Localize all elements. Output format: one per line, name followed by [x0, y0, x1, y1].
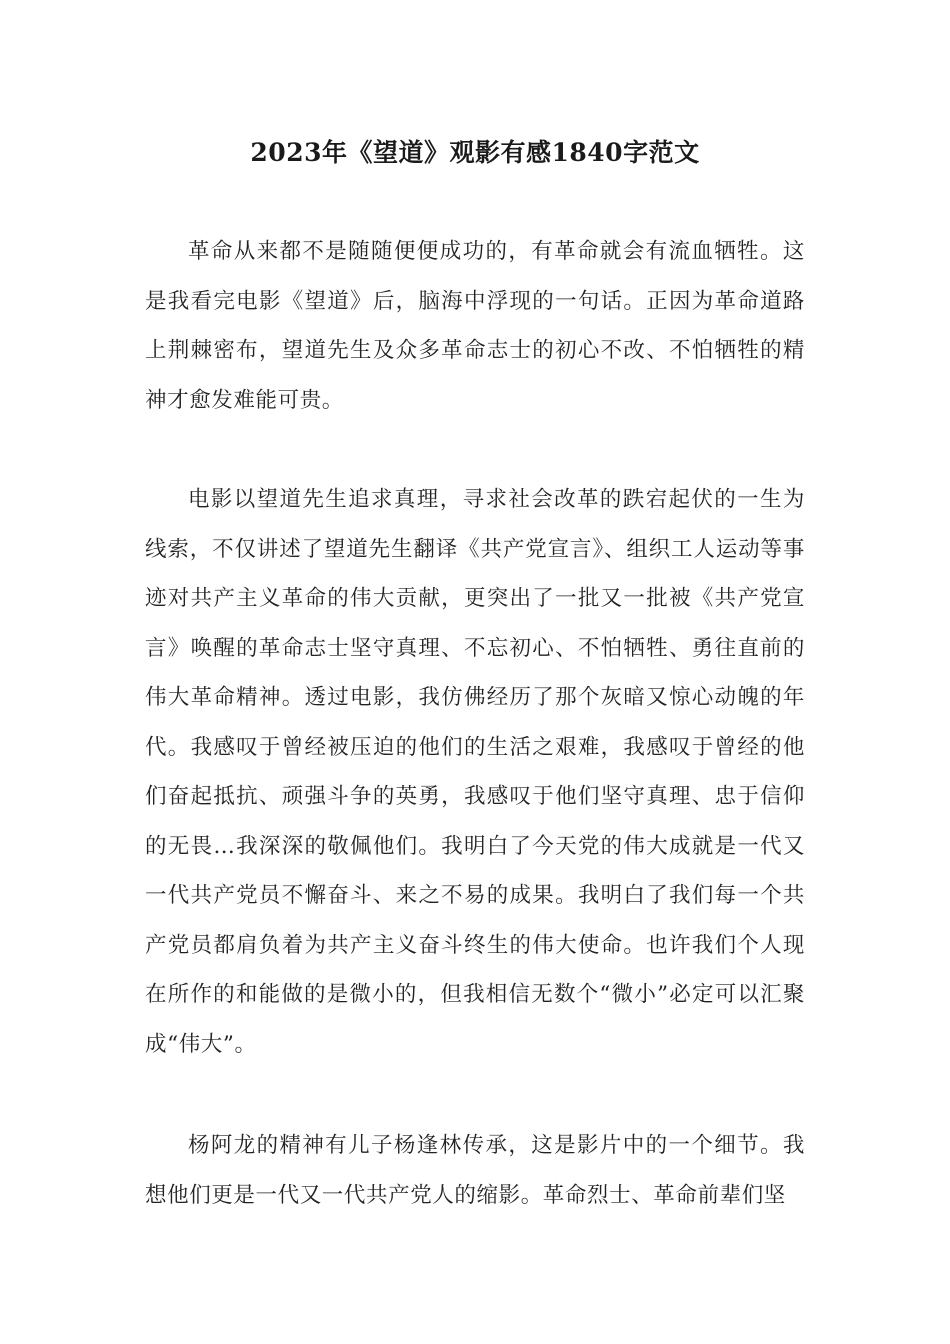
- paragraph-1: 革命从来都不是随随便便成功的，有革命就会有流血牺牲。这是我看完电影《望道》后，脑海中浮现的一句话。正因为革命道路上荆棘密布，望道先生及众多革命志士的初心不改、不怕牺牲的精神才愈发难能可贵。: [145, 239, 805, 413]
- paragraph-3: 杨阿龙的精神有儿子杨逢林传承，这是影片中的一个细节。我想他们更是一代又一代共产党人的缩影。革命烈士、革命前辈们坚: [145, 1133, 805, 1208]
- document-title: 2023年《望道》观影有感1840字范文: [250, 138, 700, 167]
- paragraph-2: 电影以望道先生追求真理，寻求社会改革的跌宕起伏的一生为线索，不仅讲述了望道先生翻译《共产党宣言》、组织工人运动等事迹对共产主义革命的伟大贡献，更突出了一批又一批被《共产党宣言》唤醒的革命志士坚守真理、不忘初心、不怕牺牲、勇往直前的伟大革命精神。透过电影，我仿佛经历了那个灰暗又惊心动魄的年代。我感叹于曾经被压迫的他们的生活之艰难，我感叹于曾经的他们奋起抵抗、顽强斗争的英勇，我感叹于他们坚守真理、忠于信仰的无畏…我深深的敬佩他们。我明白了今天党的伟大成就是一代又一代共产党员不懈奋斗、来之不易的成果。我明白了我们每一个共产党员都肩负着为共产主义奋斗终生的伟大使命。也许我们个人现在所作的和能做的是微小的，但我相信无数个“微小”必定可以汇聚成“伟大”。: [145, 487, 805, 1057]
